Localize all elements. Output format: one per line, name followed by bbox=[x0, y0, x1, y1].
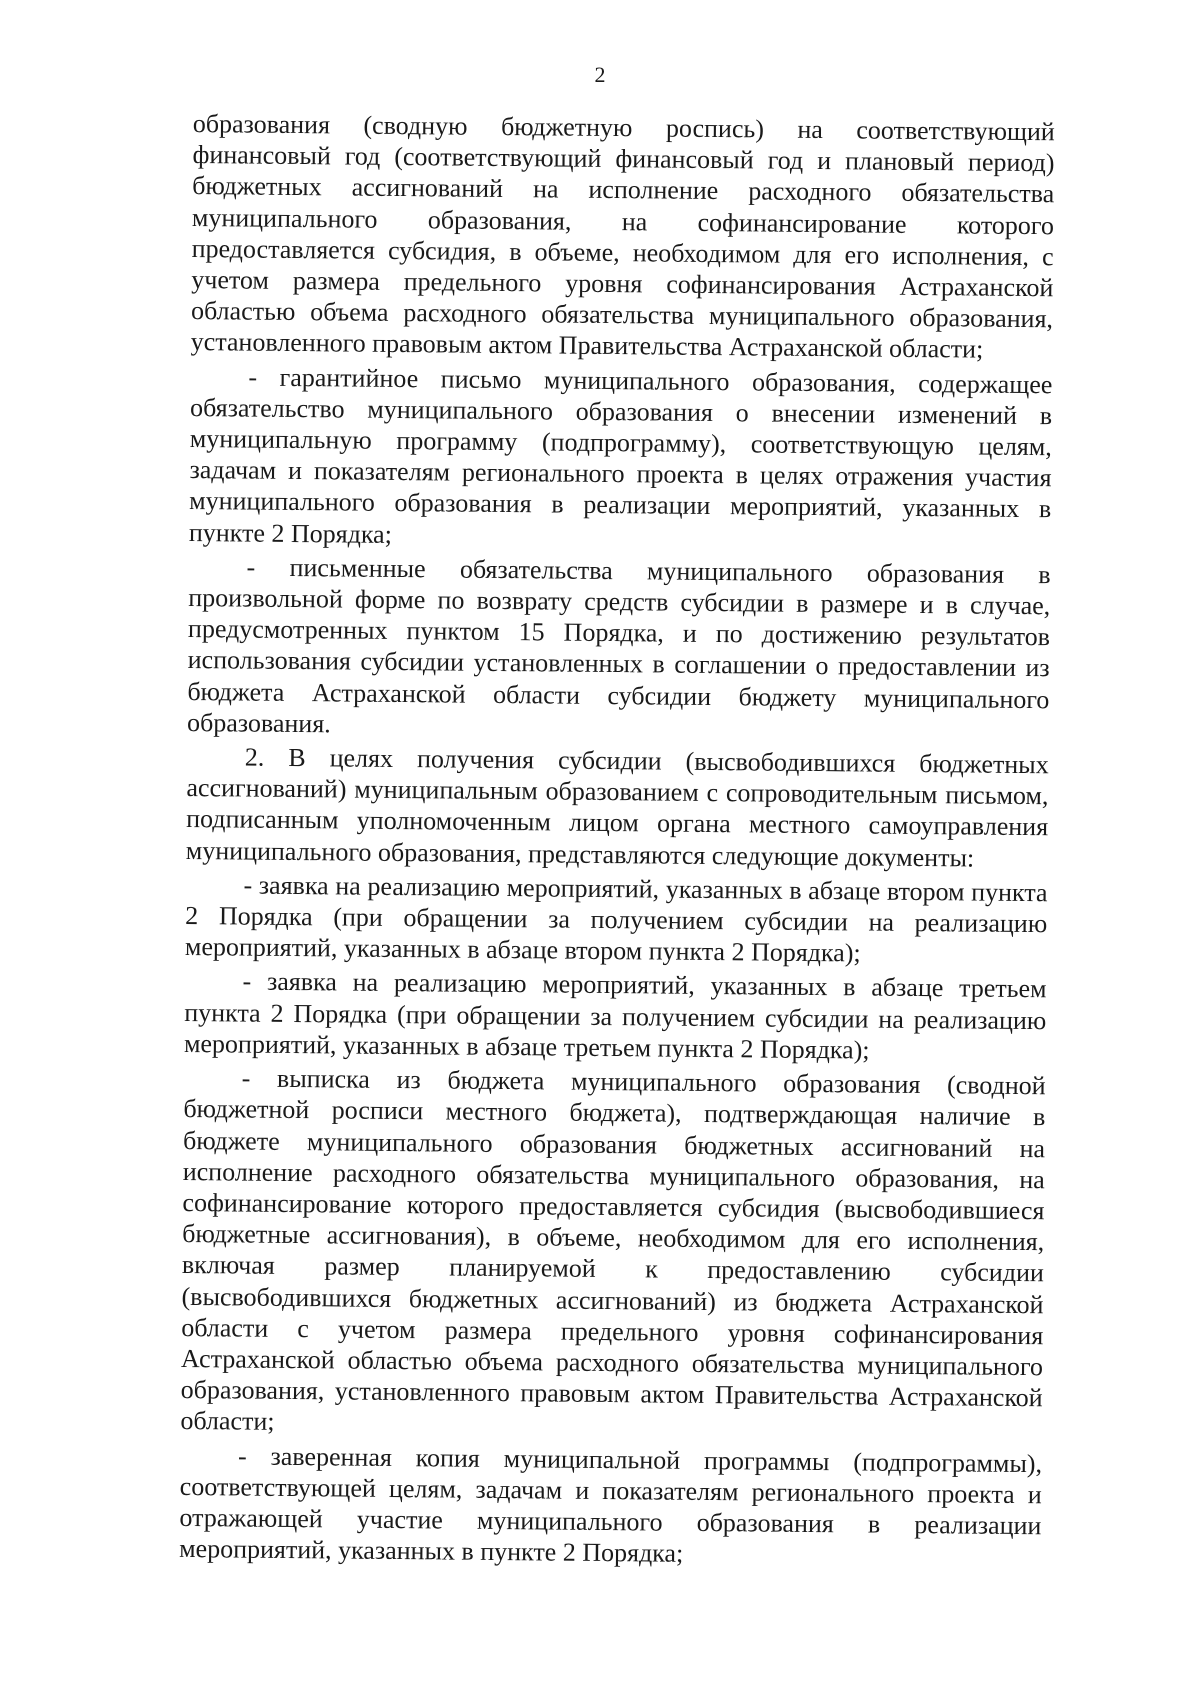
paragraph-budget-extract: - выписка из бюджета муниципального образования (сводной бюджетной росписи местного бюджета), подтверждающая наличие в бюджете муниципального образования бюджетных ассигнований на исполнение расходного обязательства муниципального образования, на софинансирование которого предоставляется субсидия (высвободившиеся бюджетные ассигнования), в объеме, необходимом для его исполнения, включая размер планируемой к предоставлению субсидии (высвободившихся бюджетных ассигнований) из бюджета Астраханской области с учетом размера предельного уровня софинансирования Астраханской областью объема расходного обязательства муниципального образования, установленного правовым актом Правительства Астраханской области; bbox=[180, 1063, 1046, 1437]
paragraph-application-second: - заявка на реализацию мероприятий, указанных в абзаце втором пункта 2 Порядка (при обращении за получением субсидии на реализацию мероприятий, указанных в абзаце втором пункта 2 Порядка); bbox=[184, 870, 1048, 968]
paragraph-written-obligations: - письменные обязательства муниципального образования в произвольной форме по возврату средств субсидии в размере и в случае, предусмотренных пунктом 15 Порядка, и по достижению результатов использования субсидии установленных в соглашении о предоставлении из бюджета Астраханской области субсидии бюджету муниципального образования. bbox=[186, 552, 1051, 739]
paragraph-continuation: образования (сводную бюджетную роспись) на соответствующий финансовый год (соответствующий финансовый год и плановый период) бюджетных ассигнований на исполнение расходного обязательства муниципального образования, на софинансирование которого предоставляется субсидия, в объеме, необходимом для его исполнения, с учетом размера предельного уровня софинансирования Астраханской областью объема расходного обязательства муниципального образования, установленного правовым актом Правительства Астраханской области; bbox=[190, 108, 1055, 365]
page-number: 2 bbox=[594, 62, 606, 87]
paragraph-program-copy: - заверенная копия муниципальной программы (подпрограммы), соответствующей целям, задачам и показателям регионального проекта и отражающей участие муниципального образования в реализации мероприятий, указанных в пункте 2 Порядка; bbox=[179, 1441, 1043, 1568]
paragraph-section-2: 2. В целях получения субсидии (высвободившихся бюджетных ассигнований) муниципальным образованием с сопроводительным письмом, подписанным уполномоченным лицом органа местного самоуправления муниципального образования, представляются следующие документы: bbox=[185, 742, 1049, 873]
document-body bbox=[179, 108, 1055, 1576]
paragraph-guarantee-letter: - гарантийное письмо муниципального образования, содержащее обязательство муниципального образования о внесении изменений в муниципальную программу (подпрограмму), соответствующую целям, задачам и показателям регионального проекта в целях отражения участия муниципального образования в реализации мероприятий, указанных в пункте 2 Порядка; bbox=[188, 362, 1053, 549]
paragraph-application-third: - заявка на реализацию мероприятий, указанных в абзаце третьем пункта 2 Порядка (при обращении за получением субсидии на реализацию мероприятий, указанных в абзаце третьем пункта 2 Порядка); bbox=[183, 967, 1047, 1065]
